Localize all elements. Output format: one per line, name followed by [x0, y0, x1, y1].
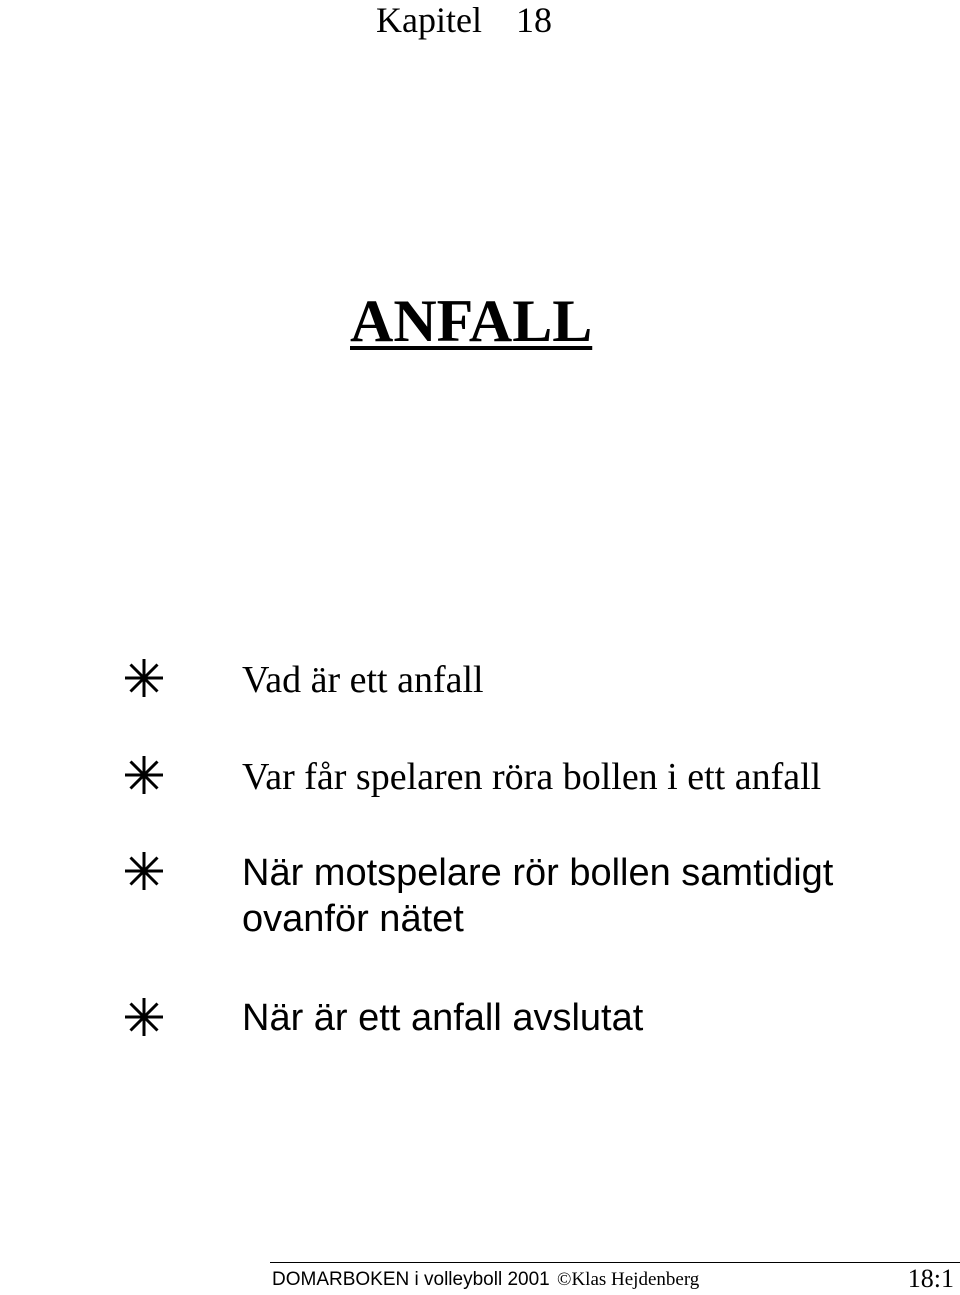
- list-item-continuation: ovanför nätet: [242, 898, 464, 940]
- footer-book-title: DOMARBOKEN i volleyboll 2001: [272, 1269, 550, 1290]
- page-number: 18:1: [907, 1264, 954, 1293]
- chapter-label: Kapitel: [376, 0, 482, 40]
- list-item: När motspelare rör bollen samtidigt: [242, 852, 834, 894]
- list-item: Vad är ett anfall: [242, 659, 484, 701]
- copyright-symbol: ©: [557, 1269, 572, 1290]
- asterisk-icon: [122, 995, 166, 1039]
- footer-author: [557, 1268, 699, 1292]
- asterisk-icon: [122, 753, 166, 797]
- list-item: Var får spelaren röra bollen i ett anfall: [242, 756, 822, 798]
- chapter-heading: [376, 0, 552, 40]
- list-item: När är ett anfall avslutat: [242, 997, 644, 1039]
- footer-divider: [270, 1262, 960, 1263]
- author-name: Klas Hejdenberg: [571, 1269, 700, 1290]
- page-title: ANFALL: [350, 288, 593, 354]
- asterisk-icon: [122, 849, 166, 893]
- asterisk-icon: [122, 656, 166, 700]
- chapter-number: 18: [515, 0, 552, 40]
